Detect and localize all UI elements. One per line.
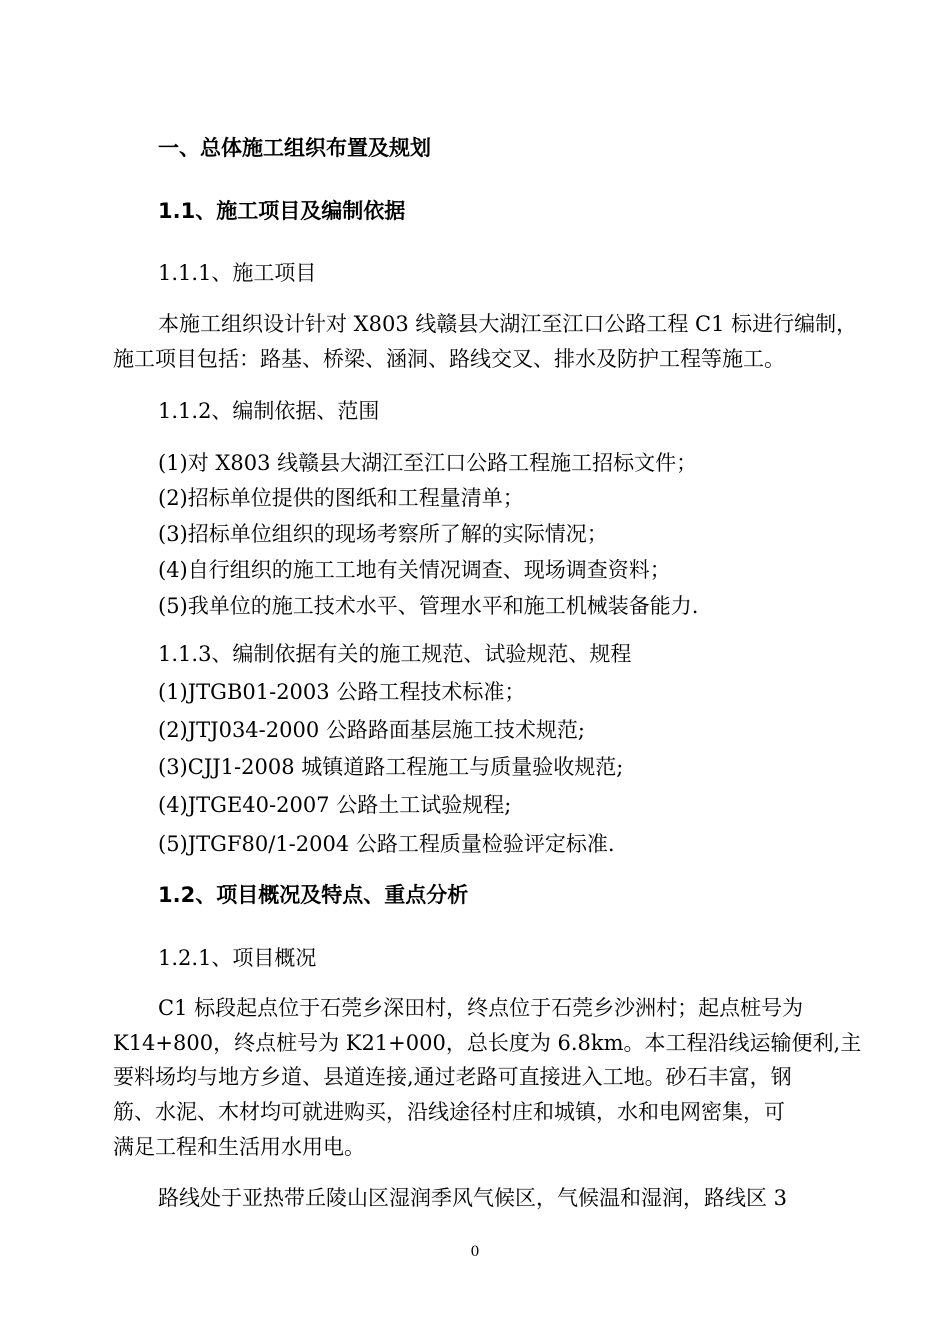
paragraph-3-line-1: 路线处于亚热带丘陵山区湿润季风气候区，气候温和湿润，路线区 3	[158, 1186, 788, 1210]
paragraph-2-line-1: C1 标段起点位于石莞乡深田村，终点位于石莞乡沙洲村；起点桩号为	[158, 996, 804, 1020]
paragraph-2-line-2: K14+800，终点桩号为 K21+000，总长度为 6.8km。本工程沿线运输便利,主	[113, 1031, 862, 1055]
paragraph-2-line-3: 要料场均与地方乡道、县道连接,通过老路可直接进入工地。砂石丰富，钢	[113, 1065, 792, 1089]
page-number: 0	[470, 1244, 480, 1260]
basis-item-1: (1)对 X803 线赣县大湖江至江口公路工程施工招标文件；	[158, 451, 698, 475]
heading-1-1-3: 1.1.3、编制依据有关的施工规范、试验规范、规程	[158, 642, 632, 666]
paragraph-2-line-4: 筋、水泥、木材均可就进购买，沿线途径村庄和城镇，水和电网密集，可	[113, 1100, 785, 1124]
basis-item-3: (3)招标单位组织的现场考察所了解的实际情况；	[158, 522, 608, 546]
basis-item-5: (5)我单位的施工技术水平、管理水平和施工机械装备能力.	[158, 594, 699, 618]
basis-item-4: (4)自行组织的施工工地有关情况调查、现场调查资料；	[158, 558, 671, 582]
heading-1: 一、总体施工组织布置及规划	[158, 136, 431, 160]
paragraph-2-line-5: 满足工程和生活用水用电。	[113, 1135, 365, 1159]
heading-1-1: 1.1、施工项目及编制依据	[158, 199, 406, 223]
heading-1-1-1: 1.1.1、施工项目	[158, 261, 317, 285]
standard-item-1: (1)JTGB01-2003 公路工程技术标准；	[158, 680, 526, 704]
basis-item-2: (2)招标单位提供的图纸和工程量清单；	[158, 486, 524, 510]
standard-item-2: (2)JTJ034-2000 公路路面基层施工技术规范;	[158, 718, 585, 742]
heading-1-1-2: 1.1.2、编制依据、范围	[158, 399, 380, 423]
standard-item-5: (5)JTGF80/1-2004 公路工程质量检验评定标准.	[158, 832, 615, 856]
paragraph-1-line-2: 施工项目包括：路基、桥梁、涵洞、路线交叉、排水及防护工程等施工。	[113, 347, 785, 371]
heading-1-2-1: 1.2.1、项目概况	[158, 946, 317, 970]
paragraph-1-line-1: 本施工组织设计针对 X803 线赣县大湖江至江口公路工程 C1 标进行编制，	[158, 312, 858, 336]
standard-item-4: (4)JTGE40-2007 公路土工试验规程;	[158, 793, 512, 817]
heading-1-2: 1.2、项目概况及特点、重点分析	[158, 883, 469, 907]
standard-item-3: (3)CJJ1-2008 城镇道路工程施工与质量验收规范;	[158, 755, 624, 779]
